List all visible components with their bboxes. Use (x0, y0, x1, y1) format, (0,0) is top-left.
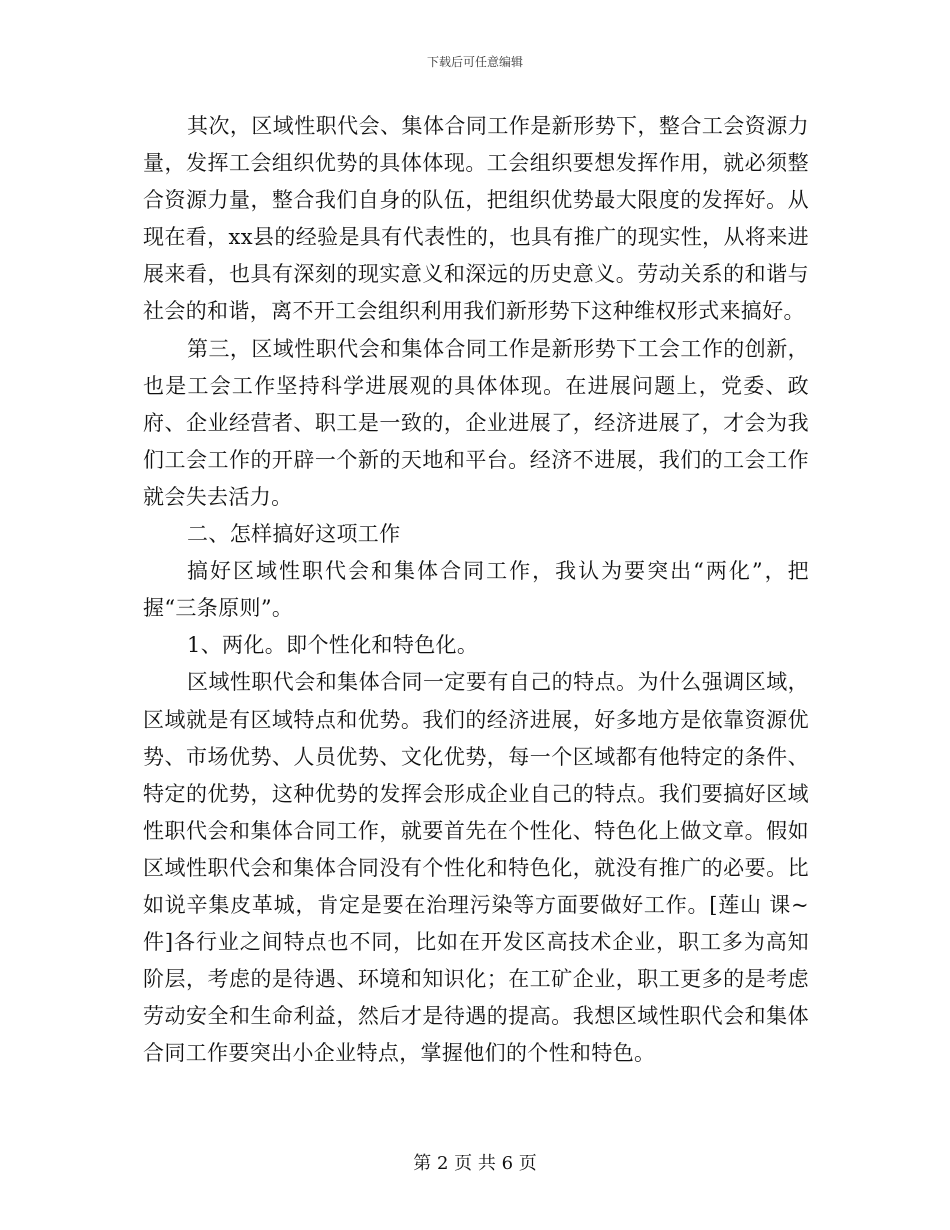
subheading-two-hua: 1、两化。即个性化和特色化。 (187, 633, 479, 658)
paragraph-two-principles: 搞好区域性职代会和集体合同工作，我认为要突出“两化”，把握“三条原则”。 (143, 559, 809, 621)
paragraph-thirdly: 第三，区域性职代会和集体合同工作是新形势下工会工作的创新，也是工会工作坚持科学进展观的具体体现。在进展问题上，党委、政府、企业经营者、职工是一致的，企业进展了，经济进展了，才会为我们工会工作的开辟一个新的天地和平台。经济不进展，我们的工会工作就会失去活力。 (143, 336, 809, 509)
paragraph-secondly: 其次，区域性职代会、集体合同工作是新形势下，整合工会资源力量，发挥工会组织优势的具体体现。工会组织要想发挥作用，就必须整合资源力量，整合我们自身的队伍，把组织优势最大限度的发挥好。从现在看，xx县的经验是具有代表性的，也具有推广的现实性，从将来进展来看，也具有深刻的现实意义和深远的历史意义。劳动关系的和谐与社会的和谐，离不开工会组织利用我们新形势下这种维权形式来搞好。 (143, 114, 809, 324)
section-heading-how-to: 二、怎样搞好这项工作 (187, 522, 401, 547)
page-header: 下载后可任意编辑 (426, 55, 523, 69)
page-footer: 第 2 页 共 6 页 (413, 1153, 537, 1174)
document-body (143, 108, 809, 1072)
paragraph-regional-features: 区域性职代会和集体合同一定要有自己的特点。为什么强调区域，区域就是有区域特点和优势。我们的经济进展，好多地方是依靠资源优势、市场优势、人员优势、文化优势，每一个区域都有他特定的条件、特定的优势，这种优势的发挥会形成企业自己的特点。我们要搞好区域性职代会和集体合同工作，就要首先在个性化、特色化上做文章。假如区域性职代会和集体合同没有个性化和特色化，就没有推广的必要。比如说辛集皮革城，肯定是要在治理污染等方面要做好工作。[莲山 课~件]各行业之间特点也不同，比如在开发区高技术企业，职工多为高知阶层，考虑的是待遇、环境和知识化；在工矿企业，职工更多的是考虑劳动安全和生命利益，然后才是待遇的提高。我想区域性职代会和集体合同工作要突出小企业特点，掌握他们的个性和特色。 (143, 670, 809, 1066)
